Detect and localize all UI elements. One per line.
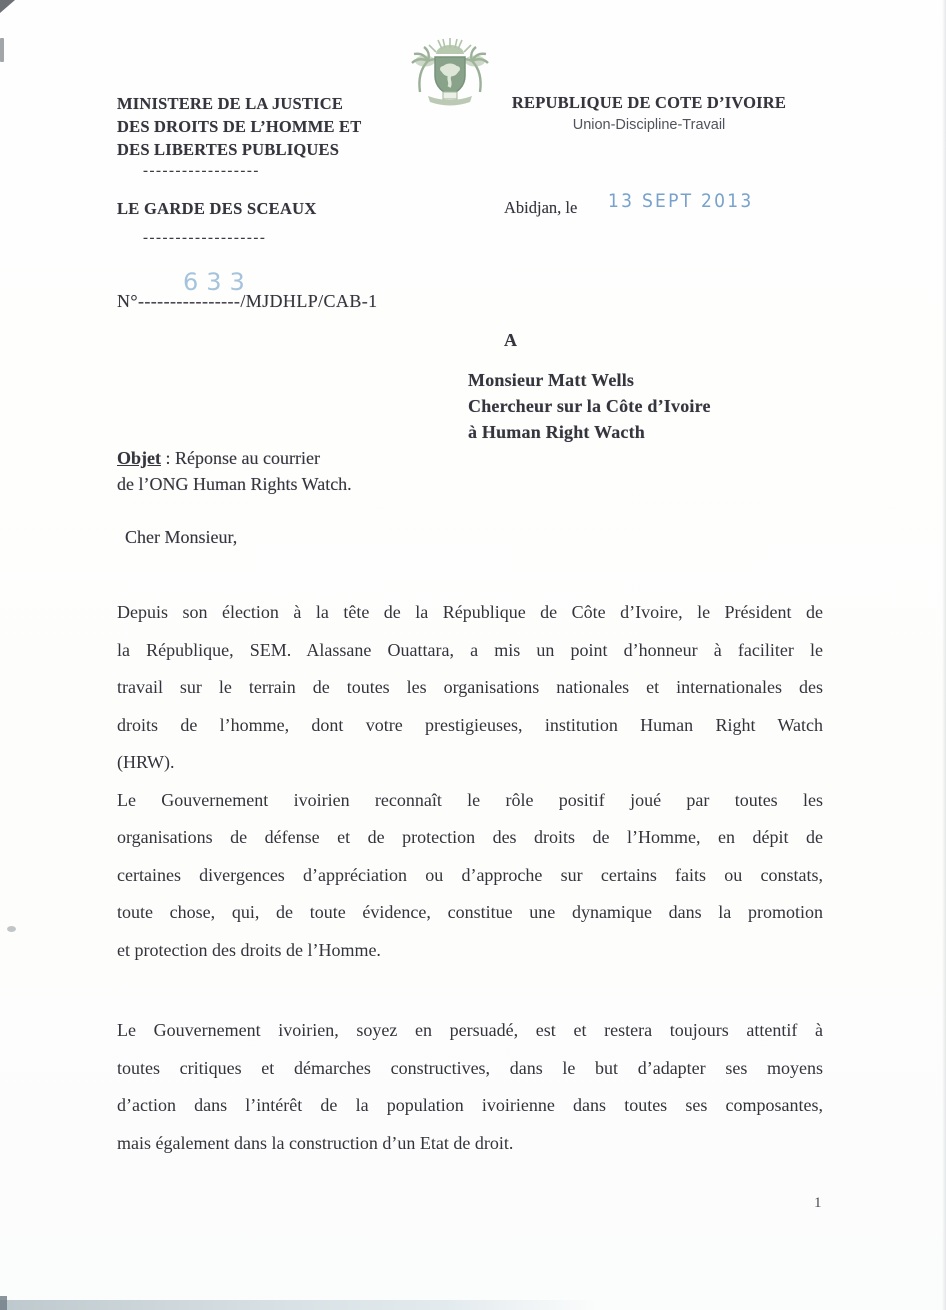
recipient-line: Chercheur sur la Côte d’Ivoire	[468, 396, 711, 416]
body-line: (HRW).	[117, 752, 175, 772]
body-paragraph	[117, 782, 823, 970]
letter-body	[117, 594, 823, 1162]
republic-title: REPUBLIQUE DE COTE D’IVOIRE	[511, 93, 787, 112]
scan-artifact-right-edge	[942, 0, 946, 1310]
recipient-block	[468, 367, 711, 445]
scan-artifact-dot	[7, 926, 16, 932]
body-line: toutes critiques et démarches constructives, dans le but d’adapter ses moyens	[117, 1057, 823, 1078]
body-line: travail sur le terrain de toutes les organisations nationales et internationales des	[117, 677, 823, 697]
recipient-line: Monsieur Matt Wells	[468, 370, 635, 390]
body-line: organisations de défense et de protection des droits de l’Homme, en dépit de	[117, 827, 823, 847]
salutation: Cher Monsieur,	[125, 527, 238, 547]
body-line: la République, SEM. Alassane Ouattara, a mis un point d’honneur à faciliter le	[117, 639, 823, 660]
scan-artifact-edge	[0, 38, 4, 62]
ministry-line: MINISTERE DE LA JUSTICE	[117, 94, 344, 113]
body-line: certaines divergences d’appréciation ou d’approche sur certains faits ou constats,	[117, 864, 823, 885]
scan-artifact-corner	[0, 0, 15, 13]
body-line: Le Gouvernement ivoirien reconnaît le rôle positif joué par toutes les	[117, 789, 823, 810]
dashed-separator: ------------------	[143, 163, 260, 179]
coat-of-arms-icon	[398, 34, 502, 106]
office-title: LE GARDE DES SCEAUX	[117, 199, 317, 218]
reference-suffix: /MJDHLP/CAB-1	[240, 291, 378, 311]
page-number: 1	[814, 1195, 822, 1211]
body-line: Depuis son élection à la tête de la République de Côte d’Ivoire, le Président de	[117, 602, 823, 622]
recipient-line: à Human Right Wacth	[468, 422, 645, 442]
ministry-line: DES LIBERTES PUBLIQUES	[117, 140, 340, 159]
body-line: mais également dans la construction d’un Etat de droit.	[117, 1132, 514, 1153]
reference-number-stamp: 633	[183, 268, 253, 296]
body-paragraph	[117, 1012, 823, 1162]
reference-prefix: N°	[117, 291, 138, 311]
subject-line	[117, 445, 352, 471]
body-paragraph	[117, 594, 823, 782]
subject-line: de l’ONG Human Rights Watch.	[117, 474, 352, 494]
ministry-line: DES DROITS DE L’HOMME ET	[117, 117, 362, 136]
body-line: d’action dans l’intérêt de la population ivoirienne dans toutes ses composantes,	[117, 1095, 823, 1115]
date-stamp: 13 SEPT 2013	[608, 190, 754, 212]
scan-artifact-bottom-tip	[0, 1296, 7, 1310]
scan-artifact-bottom-bar	[0, 1300, 596, 1310]
body-line: Le Gouvernement ivoirien, soyez en persuadé, est et restera toujours attentif à	[117, 1020, 823, 1040]
dashed-separator: -------------------	[143, 230, 267, 246]
national-motto: Union-Discipline-Travail	[572, 117, 726, 133]
subject-rest: : Réponse au courrier	[161, 448, 320, 468]
reference-dashes: ----------------	[138, 291, 241, 311]
body-line: et protection des droits de l’Homme.	[117, 939, 381, 960]
body-line: droits de l’homme, dont votre prestigieuses, institution Human Right Watch	[117, 714, 823, 735]
recipient-marker: A	[504, 330, 517, 350]
subject-block	[117, 445, 352, 497]
subject-label: Objet	[117, 448, 161, 468]
dateline-label: Abidjan, le	[504, 198, 578, 217]
ministry-header	[117, 92, 361, 161]
body-line: toute chose, qui, de toute évidence, constitue une dynamique dans la promotion	[117, 902, 823, 922]
